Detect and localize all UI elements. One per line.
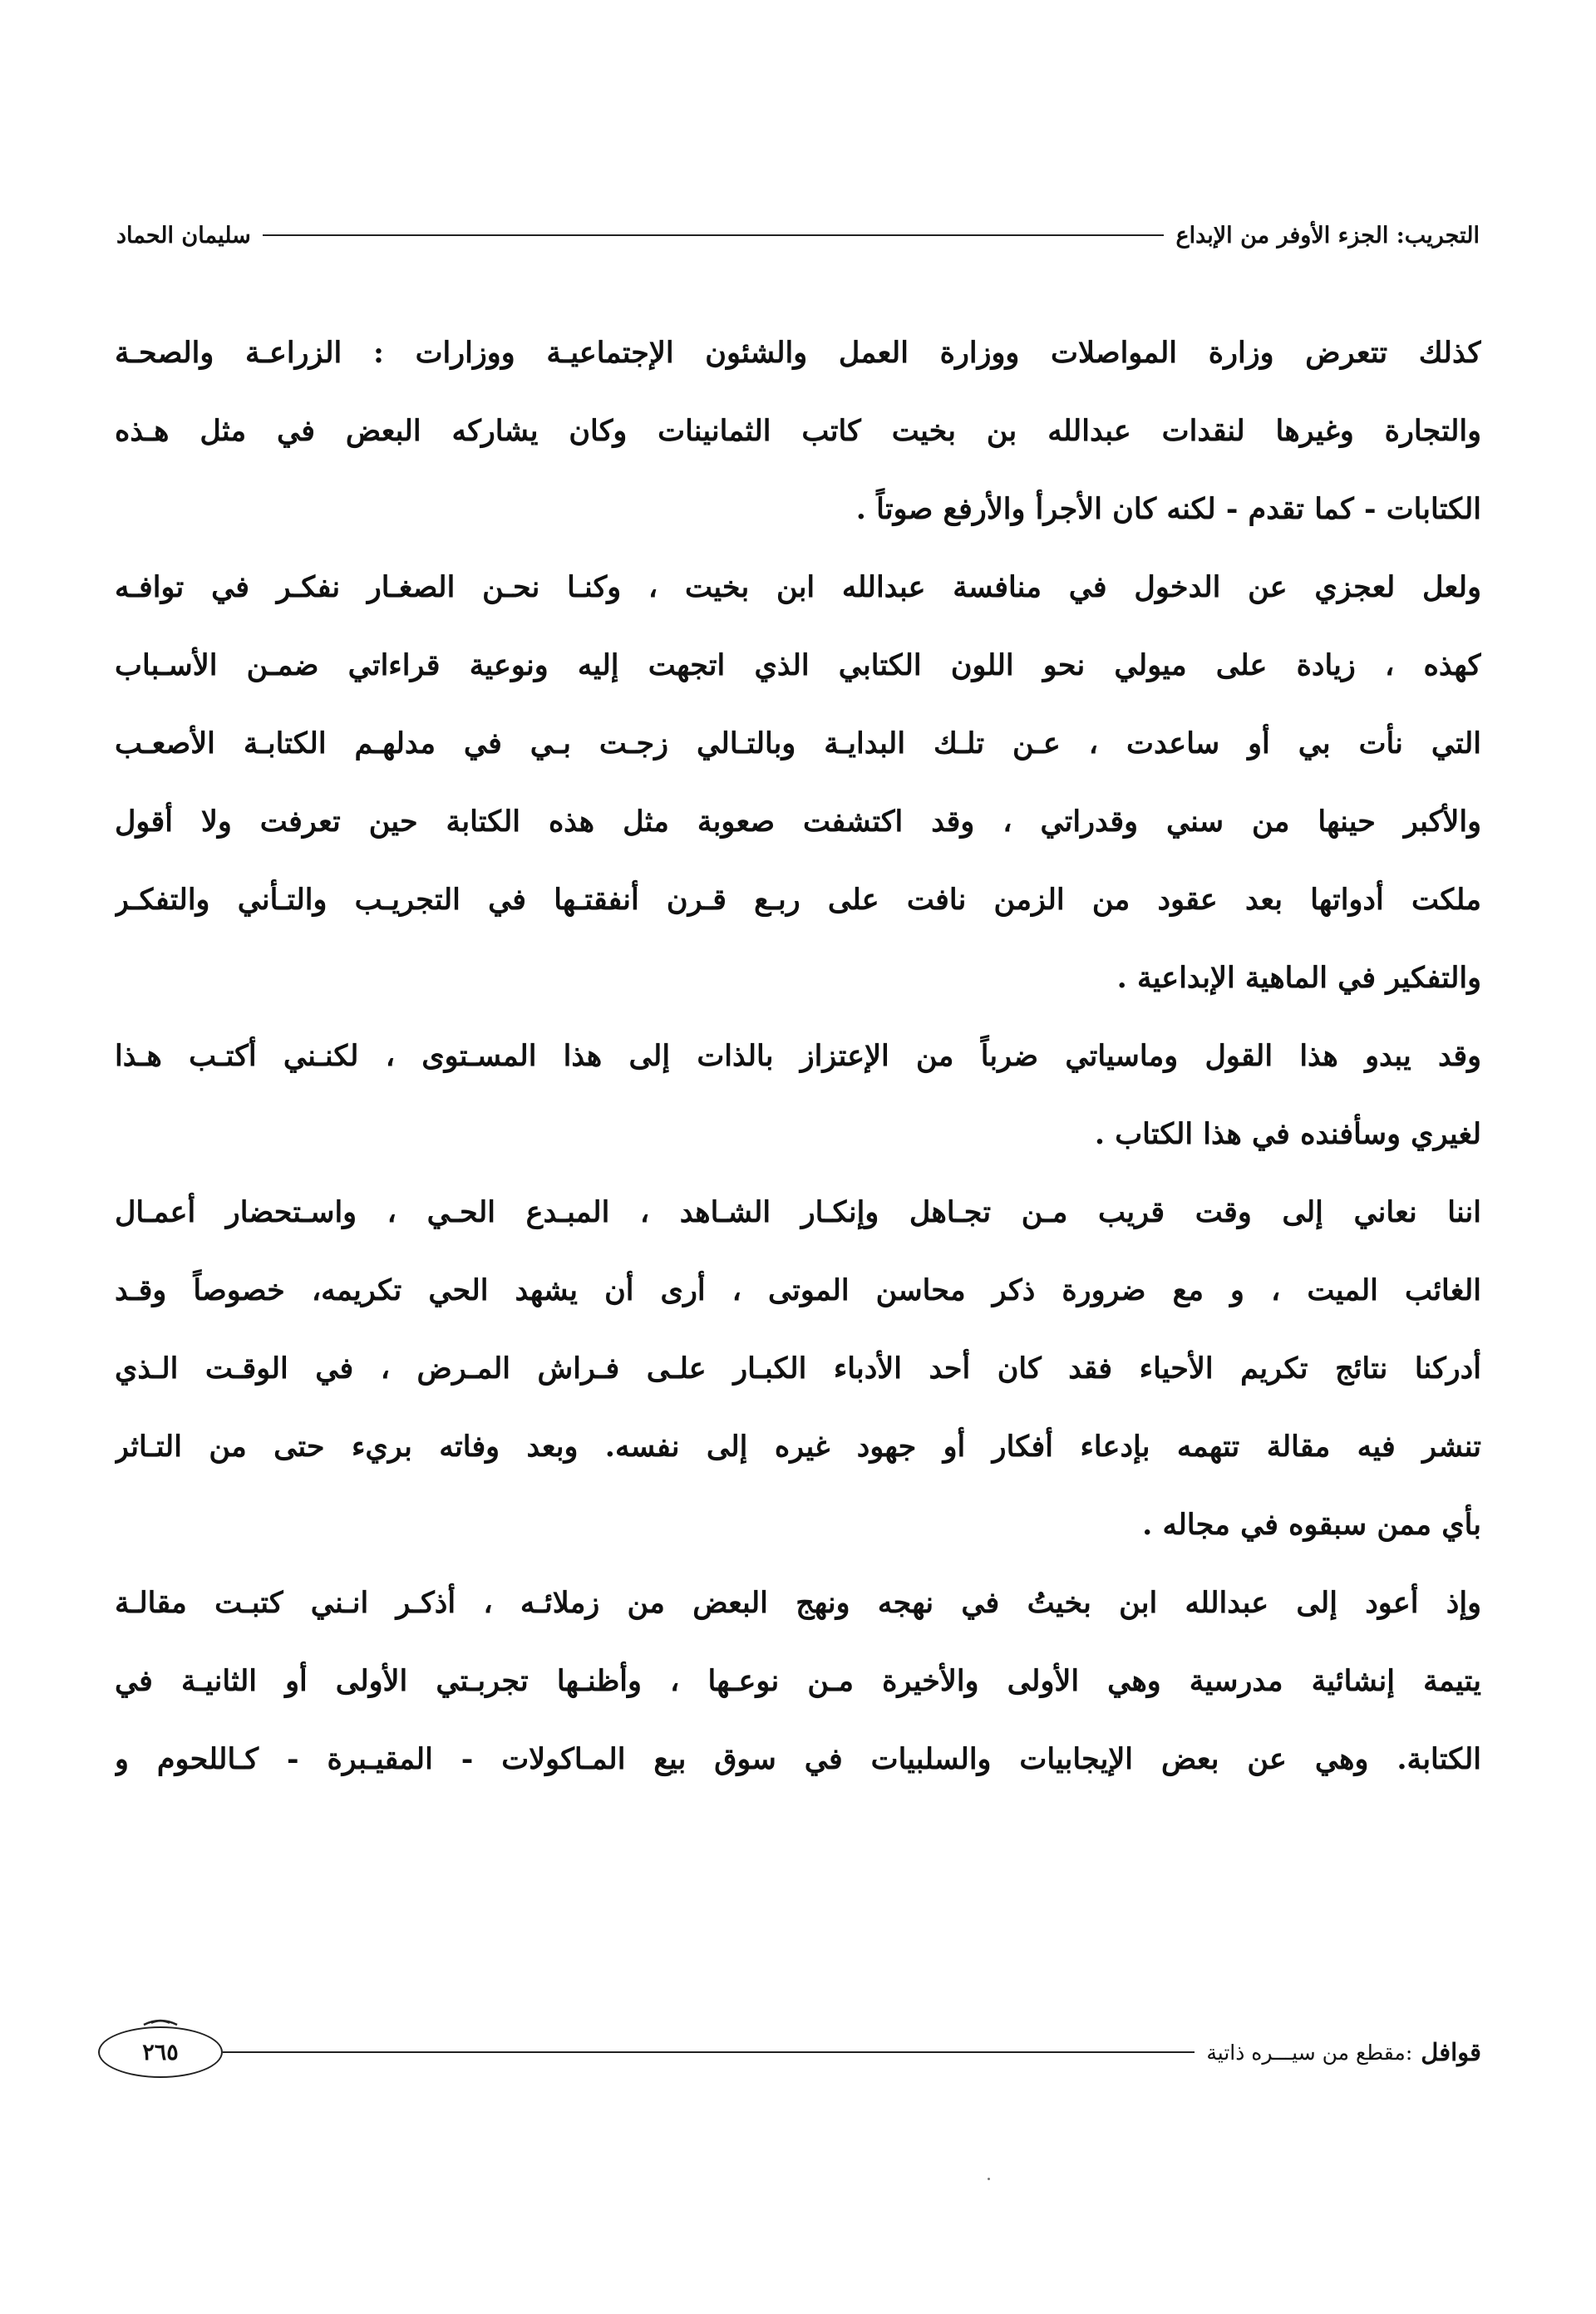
text-line: تنشر فيه مقالة تتهمه بإدعاء أفكار أو جهود غيره إلى نفسه. وبعد وفاته بريء حتى من التـاثر bbox=[115, 1430, 1481, 1464]
text-line: الكتابة. وهي عن بعض الإيجابيات والسلبيات في سوق بيع المـاكولات - المقيـبرة - كـاللحوم و bbox=[115, 1742, 1481, 1776]
page-number: ٢٦٥ bbox=[142, 2039, 179, 2065]
paragraph-3 bbox=[115, 1017, 1481, 1174]
header-title: التجريب: الجزء الأوفر من الإبداع bbox=[1175, 222, 1480, 249]
header-author: سليمان الحماد bbox=[116, 222, 251, 249]
text-line: والتجارة وغيرها لنقدات عبدالله بن بخيت كاتب الثمانينات وكان يشاركه البعض في مثل هـذه bbox=[115, 414, 1481, 448]
text-line: ولعل لعجزي عن الدخول في منافسة عبدالله ابن بخيت ، وكنـا نحـن الصغـار نفكـر في توافـه bbox=[115, 570, 1481, 604]
paragraph-2 bbox=[115, 549, 1481, 1017]
text-line: الكتابات - كما تقدم - لكنه كان الأجرأ والأرفع صوتاً . bbox=[855, 492, 1481, 526]
paragraph-4 bbox=[115, 1174, 1481, 1564]
page-footer bbox=[98, 2020, 1481, 2085]
running-header bbox=[116, 214, 1480, 256]
header-rule bbox=[263, 234, 1165, 236]
text-line: أدركنا نتائج تكريم الأحياء فقد كان أحد الأدباء الكبـار علـى فـراش المـرض ، في الوقـت الـذي bbox=[115, 1351, 1481, 1386]
text-line: والتفكير في الماهية الإبداعية . bbox=[1116, 961, 1481, 995]
text-line: كذلك تتعرض وزارة المواصلات ووزارة العمل والشئون الإجتماعيـة ووزارات : الزراعـة والصحـة bbox=[115, 336, 1481, 370]
text-line: يتيمة إنشائية مدرسية وهي الأولى والأخيرة مـن نوعـها ، وأظنـها تجربـتي الأولى أو الثانيـة في bbox=[115, 1664, 1481, 1698]
footer-rule bbox=[223, 2051, 1195, 2053]
text-line: وإذ أعود إلى عبدالله ابن بخيتُ في نهجه ونهج البعض من زملائـه ، أذكـر انـني كتبـت مقالـة bbox=[115, 1586, 1481, 1620]
badge-ornament-icon bbox=[141, 2016, 180, 2026]
text-line: لغيري وسأفنده في هذا الكتاب . bbox=[1094, 1117, 1481, 1151]
text-line: التي نأت بي أو ساعدت ، عـن تلـك البدايـة وبالتـالي زجـت بـي في مدلهـم الكتابـة الأصعـب bbox=[115, 726, 1481, 761]
text-line: بأي ممن سبقوه في مجاله . bbox=[1142, 1508, 1481, 1542]
footer-subtitle: :مقطع من سيـــره ذاتية bbox=[1206, 2040, 1413, 2065]
text-line: ملكت أدواتها بعد عقود من الزمن نافت على ربـع قـرن أنفقتـها في التجريـب والتـأني والتفكـر bbox=[115, 883, 1481, 917]
text-line: والأكبر حينها من سني وقدراتي ، وقد اكتشفت صعوبة مثل هذه الكتابة حين تعرفت ولا أقول bbox=[115, 805, 1481, 839]
text-line: كهذه ، زيادة على ميولي نحو اللون الكتابي الذي اتجهت إليه ونوعية قراءاتي ضمـن الأسـباب bbox=[115, 648, 1481, 682]
text-line: الغائب الميت ، و مع ضرورة ذكر محاسن الموتى ، أرى أن يشهد الحي تكريمه، خصوصاً وقـد bbox=[115, 1273, 1481, 1307]
paragraph-5 bbox=[115, 1564, 1481, 1799]
page-number-badge bbox=[98, 2026, 223, 2078]
footer-title: قوافل bbox=[1421, 2038, 1481, 2066]
text-line: اننا نعاني إلى وقت قريب مـن تجـاهل وإنكـار الشـاهد ، المبـدع الحـي ، واسـتحضار أعمـال bbox=[115, 1195, 1481, 1229]
paragraph-1 bbox=[115, 314, 1481, 549]
stray-mark bbox=[988, 2178, 990, 2180]
body-text bbox=[115, 314, 1481, 2010]
text-line: وقد يبدو هذا القول وماسياتي ضرباً من الإعتزاز بالذات إلى هذا المسـتوى ، لكنـني أكتـب هـذا bbox=[115, 1039, 1481, 1073]
